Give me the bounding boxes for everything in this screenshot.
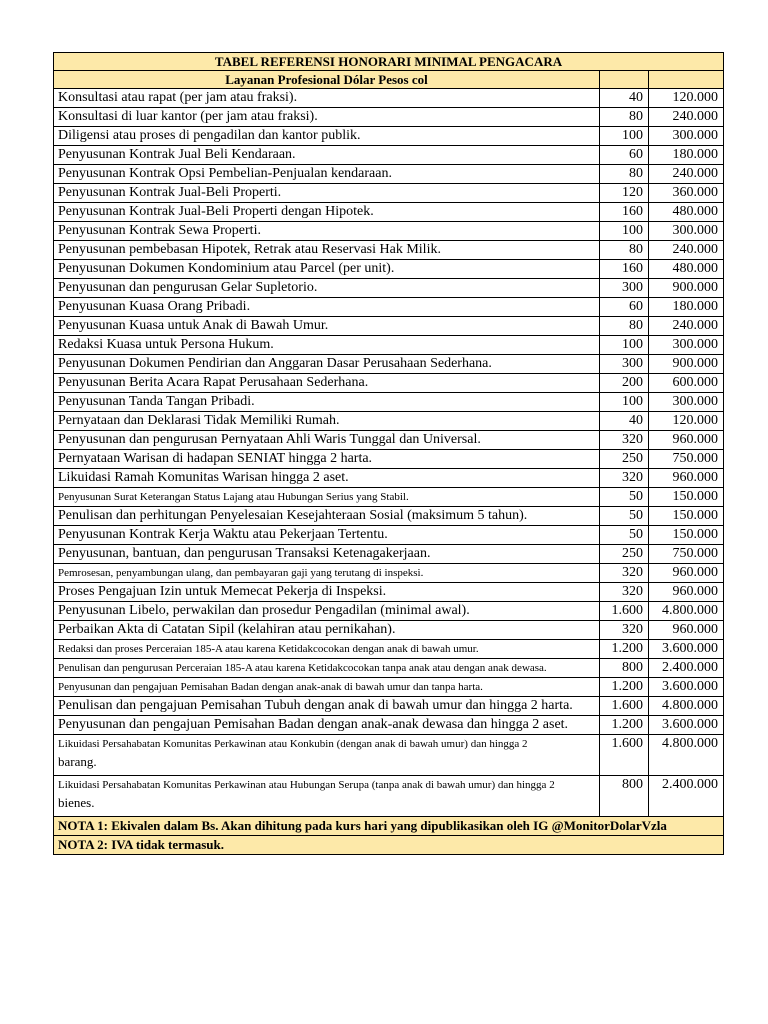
price-pesos: 960.000 [649, 469, 724, 488]
price-pesos: 150.000 [649, 526, 724, 545]
price-pesos: 2.400.000 [649, 659, 724, 678]
price-pesos: 240.000 [649, 165, 724, 184]
price-dolar: 320 [600, 564, 649, 583]
table-row [54, 507, 724, 526]
table-row [54, 165, 724, 184]
price-pesos: 960.000 [649, 431, 724, 450]
service-description: Penyusunan dan pengajuan Pemisahan Badan dengan anak-anak di bawah umur dan tanpa harta. [54, 678, 600, 697]
price-pesos: 150.000 [649, 507, 724, 526]
service-description: Penyusunan dan pengurusan Pernyataan Ahli Waris Tunggal dan Universal. [54, 431, 600, 450]
price-dolar: 320 [600, 583, 649, 602]
price-pesos: 960.000 [649, 583, 724, 602]
table-row [54, 602, 724, 621]
price-pesos: 3.600.000 [649, 640, 724, 659]
price-dolar: 100 [600, 222, 649, 241]
service-description: Konsultasi atau rapat (per jam atau fraksi). [54, 89, 600, 108]
price-dolar: 50 [600, 526, 649, 545]
service-description: Penyusunan Kontrak Jual-Beli Properti. [54, 184, 600, 203]
table-row [54, 621, 724, 640]
service-description: Likuidasi Ramah Komunitas Warisan hingga 2 aset. [54, 469, 600, 488]
price-dolar: 800 [600, 659, 649, 678]
price-dolar: 1.200 [600, 716, 649, 735]
header-dolar [600, 71, 649, 89]
table-row [54, 184, 724, 203]
header-pesos [649, 71, 724, 89]
price-pesos: 600.000 [649, 374, 724, 393]
service-description: Penyusunan Kuasa untuk Anak di Bawah Umur. [54, 317, 600, 336]
table-row [54, 336, 724, 355]
price-dolar: 1.600 [600, 735, 649, 776]
table-row [54, 393, 724, 412]
price-pesos: 240.000 [649, 241, 724, 260]
price-dolar: 300 [600, 279, 649, 298]
table-row [54, 431, 724, 450]
table-row [54, 526, 724, 545]
price-dolar: 320 [600, 431, 649, 450]
price-dolar: 320 [600, 621, 649, 640]
service-description: Penyusunan Libelo, perwakilan dan prosedur Pengadilan (minimal awal). [54, 602, 600, 621]
price-dolar: 80 [600, 165, 649, 184]
price-pesos: 750.000 [649, 450, 724, 469]
table-title: TABEL REFERENSI HONORARI MINIMAL PENGACARA [54, 53, 724, 71]
price-pesos: 4.800.000 [649, 602, 724, 621]
service-description: Penyusunan dan pengajuan Pemisahan Badan dengan anak-anak dewasa dan hingga 2 aset. [54, 716, 600, 735]
table-row [54, 776, 724, 817]
table-row [54, 279, 724, 298]
service-description: Redaksi dan proses Perceraian 185-A atau karena Ketidakcocokan dengan anak di bawah umur. [54, 640, 600, 659]
service-description: Penyusunan Surat Keterangan Status Lajang atau Hubungan Serius yang Stabil. [54, 488, 600, 507]
price-pesos: 240.000 [649, 108, 724, 127]
service-description: Penulisan dan perhitungan Penyelesaian Kesejahteraan Sosial (maksimum 5 tahun). [54, 507, 600, 526]
service-description: Penyusunan Kontrak Jual Beli Kendaraan. [54, 146, 600, 165]
price-pesos: 480.000 [649, 203, 724, 222]
price-pesos: 300.000 [649, 222, 724, 241]
table-row [54, 659, 724, 678]
price-pesos: 750.000 [649, 545, 724, 564]
service-description-main: Likuidasi Persahabatan Komunitas Perkawinan atau Konkubin (dengan anak di bawah umur) dan hingga 2 [58, 738, 528, 750]
note-row [54, 836, 724, 855]
price-dolar: 40 [600, 412, 649, 431]
service-description-tail: bienes. [58, 795, 95, 810]
service-description: Penyusunan Kontrak Opsi Pembelian-Penjualan kendaraan. [54, 165, 600, 184]
note-tax: NOTA 2: IVA tidak termasuk. [54, 836, 724, 855]
table-row [54, 735, 724, 776]
service-description: Penyusunan Dokumen Kondominium atau Parcel (per unit). [54, 260, 600, 279]
table-header-row [54, 71, 724, 89]
service-description: Penyusunan Dokumen Pendirian dan Anggaran Dasar Perusahaan Sederhana. [54, 355, 600, 374]
price-dolar: 80 [600, 241, 649, 260]
price-dolar: 120 [600, 184, 649, 203]
service-description: Penulisan dan pengajuan Pemisahan Tubuh dengan anak di bawah umur dan hingga 2 harta. [54, 697, 600, 716]
service-description: Pernyataan dan Deklarasi Tidak Memiliki Rumah. [54, 412, 600, 431]
price-pesos: 120.000 [649, 412, 724, 431]
service-description [54, 735, 600, 776]
price-pesos: 3.600.000 [649, 716, 724, 735]
table-row [54, 640, 724, 659]
price-pesos: 180.000 [649, 146, 724, 165]
price-pesos: 300.000 [649, 127, 724, 146]
price-pesos: 2.400.000 [649, 776, 724, 817]
price-dolar: 250 [600, 450, 649, 469]
price-dolar: 250 [600, 545, 649, 564]
table-title-row [54, 53, 724, 71]
table-row [54, 146, 724, 165]
table-row [54, 355, 724, 374]
service-description: Konsultasi di luar kantor (per jam atau fraksi). [54, 108, 600, 127]
service-description: Penulisan dan pengurusan Perceraian 185-A atau karena Ketidakcocokan tanpa anak atau dengan anak dewasa. [54, 659, 600, 678]
table-row [54, 260, 724, 279]
table-row [54, 222, 724, 241]
table-row [54, 412, 724, 431]
price-dolar: 1.600 [600, 697, 649, 716]
table-row [54, 203, 724, 222]
price-dolar: 160 [600, 203, 649, 222]
price-dolar: 50 [600, 507, 649, 526]
price-dolar: 80 [600, 108, 649, 127]
price-dolar: 100 [600, 393, 649, 412]
note-row [54, 817, 724, 836]
price-dolar: 100 [600, 127, 649, 146]
price-pesos: 960.000 [649, 621, 724, 640]
price-dolar: 300 [600, 355, 649, 374]
price-pesos: 4.800.000 [649, 697, 724, 716]
price-dolar: 160 [600, 260, 649, 279]
service-description: Pemrosesan, penyambungan ulang, dan pembayaran gaji yang terutang di inspeksi. [54, 564, 600, 583]
service-description: Redaksi Kuasa untuk Persona Hukum. [54, 336, 600, 355]
price-pesos: 180.000 [649, 298, 724, 317]
price-dolar: 60 [600, 298, 649, 317]
note-exchange-rate: NOTA 1: Ekivalen dalam Bs. Akan dihitung pada kurs hari yang dipublikasikan oleh IG @MonitorDolarVzla [54, 817, 724, 836]
service-description: Perbaikan Akta di Catatan Sipil (kelahiran atau pernikahan). [54, 621, 600, 640]
service-description: Proses Pengajuan Izin untuk Memecat Pekerja di Inspeksi. [54, 583, 600, 602]
table-row [54, 697, 724, 716]
table-row [54, 374, 724, 393]
table-row [54, 127, 724, 146]
price-dolar: 100 [600, 336, 649, 355]
table-row [54, 545, 724, 564]
table-row [54, 241, 724, 260]
price-dolar: 320 [600, 469, 649, 488]
header-label: Layanan Profesional Dólar Pesos col [54, 71, 600, 89]
table-row [54, 108, 724, 127]
service-description: Penyusunan pembebasan Hipotek, Retrak atau Reservasi Hak Milik. [54, 241, 600, 260]
table-row [54, 564, 724, 583]
service-description: Pernyataan Warisan di hadapan SENIAT hingga 2 harta. [54, 450, 600, 469]
price-pesos: 900.000 [649, 355, 724, 374]
service-description: Penyusunan Kuasa Orang Pribadi. [54, 298, 600, 317]
price-pesos: 480.000 [649, 260, 724, 279]
service-description: Penyusunan Tanda Tangan Pribadi. [54, 393, 600, 412]
price-dolar: 80 [600, 317, 649, 336]
service-description: Penyusunan Kontrak Kerja Waktu atau Pekerjaan Tertentu. [54, 526, 600, 545]
price-pesos: 300.000 [649, 393, 724, 412]
service-description: Penyusunan Kontrak Jual-Beli Properti dengan Hipotek. [54, 203, 600, 222]
table-row [54, 488, 724, 507]
service-description: Penyusunan Berita Acara Rapat Perusahaan Sederhana. [54, 374, 600, 393]
price-pesos: 300.000 [649, 336, 724, 355]
price-dolar: 50 [600, 488, 649, 507]
price-pesos: 4.800.000 [649, 735, 724, 776]
service-description: Penyusunan Kontrak Sewa Properti. [54, 222, 600, 241]
service-description: Penyusunan, bantuan, dan pengurusan Transaksi Ketenagakerjaan. [54, 545, 600, 564]
service-description-tail: barang. [58, 754, 97, 769]
price-dolar: 1.200 [600, 640, 649, 659]
price-pesos: 960.000 [649, 564, 724, 583]
table-row [54, 298, 724, 317]
price-dolar: 1.200 [600, 678, 649, 697]
table-row [54, 583, 724, 602]
price-pesos: 150.000 [649, 488, 724, 507]
service-description-main: Likuidasi Persahabatan Komunitas Perkawinan atau Hubungan Serupa (tanpa anak di bawah umur) dan hingga 2 [58, 779, 555, 791]
price-dolar: 800 [600, 776, 649, 817]
service-description [54, 776, 600, 817]
fee-table [53, 52, 724, 855]
price-pesos: 900.000 [649, 279, 724, 298]
table-row [54, 678, 724, 697]
price-pesos: 240.000 [649, 317, 724, 336]
price-dolar: 60 [600, 146, 649, 165]
table-row [54, 317, 724, 336]
service-description: Penyusunan dan pengurusan Gelar Supletorio. [54, 279, 600, 298]
table-row [54, 450, 724, 469]
table-row [54, 469, 724, 488]
table-row [54, 89, 724, 108]
price-dolar: 1.600 [600, 602, 649, 621]
price-pesos: 360.000 [649, 184, 724, 203]
price-pesos: 120.000 [649, 89, 724, 108]
price-pesos: 3.600.000 [649, 678, 724, 697]
service-description: Diligensi atau proses di pengadilan dan kantor publik. [54, 127, 600, 146]
table-row [54, 716, 724, 735]
price-dolar: 40 [600, 89, 649, 108]
price-dolar: 200 [600, 374, 649, 393]
